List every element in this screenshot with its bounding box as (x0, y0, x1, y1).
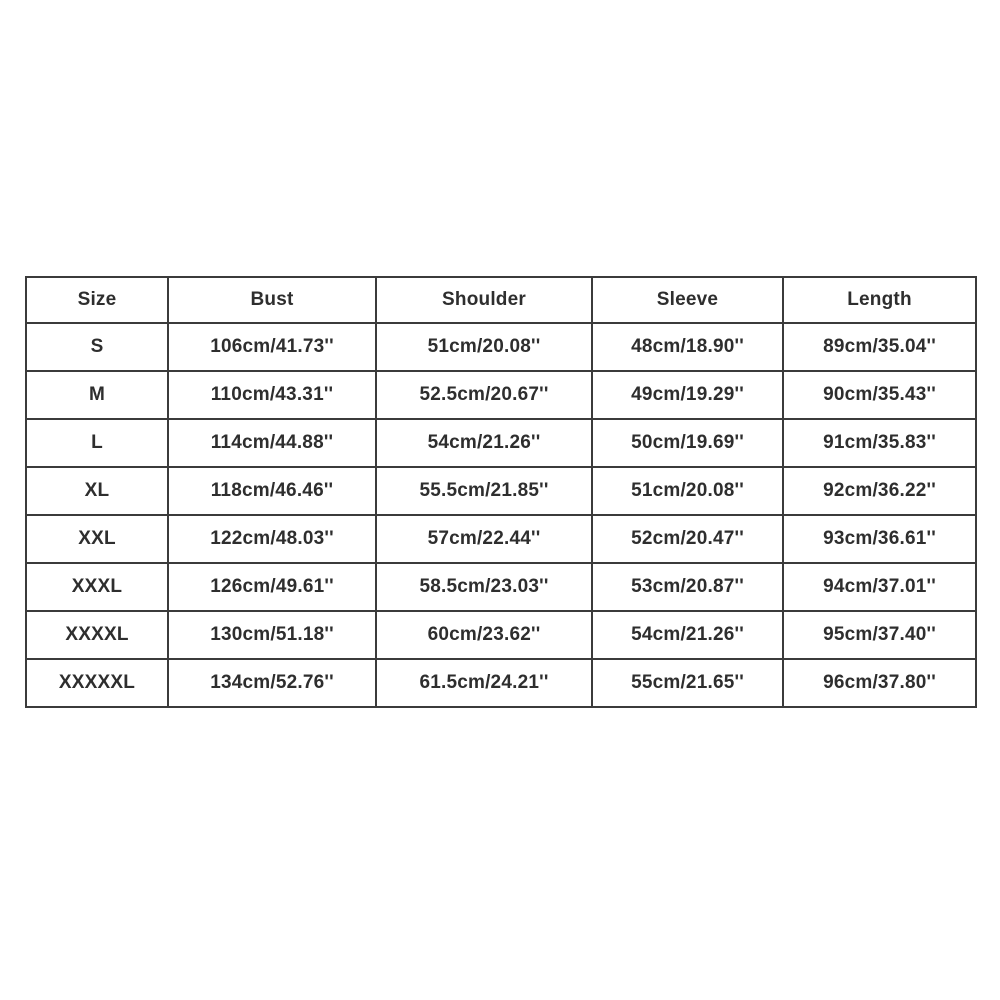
length-cell: 94cm/37.01'' (783, 563, 976, 611)
size-cell: L (26, 419, 168, 467)
size-chart-table (25, 276, 977, 708)
column-header-bust: Bust (168, 277, 376, 323)
shoulder-cell: 57cm/22.44'' (376, 515, 592, 563)
table-row (26, 563, 976, 611)
sleeve-cell: 53cm/20.87'' (592, 563, 783, 611)
table-row (26, 467, 976, 515)
table-row (26, 611, 976, 659)
size-cell: XXL (26, 515, 168, 563)
table-row (26, 323, 976, 371)
table-row (26, 371, 976, 419)
table-header-row (26, 277, 976, 323)
bust-cell: 110cm/43.31'' (168, 371, 376, 419)
size-cell: XXXXL (26, 611, 168, 659)
length-cell: 90cm/35.43'' (783, 371, 976, 419)
length-cell: 89cm/35.04'' (783, 323, 976, 371)
bust-cell: 106cm/41.73'' (168, 323, 376, 371)
shoulder-cell: 52.5cm/20.67'' (376, 371, 592, 419)
bust-cell: 134cm/52.76'' (168, 659, 376, 707)
length-cell: 92cm/36.22'' (783, 467, 976, 515)
bust-cell: 130cm/51.18'' (168, 611, 376, 659)
table-row (26, 419, 976, 467)
shoulder-cell: 54cm/21.26'' (376, 419, 592, 467)
size-cell: M (26, 371, 168, 419)
length-cell: 93cm/36.61'' (783, 515, 976, 563)
sleeve-cell: 55cm/21.65'' (592, 659, 783, 707)
shoulder-cell: 55.5cm/21.85'' (376, 467, 592, 515)
sleeve-cell: 51cm/20.08'' (592, 467, 783, 515)
sleeve-cell: 49cm/19.29'' (592, 371, 783, 419)
bust-cell: 126cm/49.61'' (168, 563, 376, 611)
sleeve-cell: 50cm/19.69'' (592, 419, 783, 467)
column-header-size: Size (26, 277, 168, 323)
sleeve-cell: 48cm/18.90'' (592, 323, 783, 371)
size-cell: S (26, 323, 168, 371)
bust-cell: 114cm/44.88'' (168, 419, 376, 467)
table-row (26, 659, 976, 707)
shoulder-cell: 60cm/23.62'' (376, 611, 592, 659)
length-cell: 96cm/37.80'' (783, 659, 976, 707)
size-cell: XXXL (26, 563, 168, 611)
length-cell: 91cm/35.83'' (783, 419, 976, 467)
shoulder-cell: 61.5cm/24.21'' (376, 659, 592, 707)
shoulder-cell: 58.5cm/23.03'' (376, 563, 592, 611)
column-header-length: Length (783, 277, 976, 323)
sleeve-cell: 52cm/20.47'' (592, 515, 783, 563)
size-cell: XXXXXL (26, 659, 168, 707)
table-row (26, 515, 976, 563)
column-header-sleeve: Sleeve (592, 277, 783, 323)
column-header-shoulder: Shoulder (376, 277, 592, 323)
sleeve-cell: 54cm/21.26'' (592, 611, 783, 659)
size-cell: XL (26, 467, 168, 515)
bust-cell: 122cm/48.03'' (168, 515, 376, 563)
shoulder-cell: 51cm/20.08'' (376, 323, 592, 371)
bust-cell: 118cm/46.46'' (168, 467, 376, 515)
length-cell: 95cm/37.40'' (783, 611, 976, 659)
